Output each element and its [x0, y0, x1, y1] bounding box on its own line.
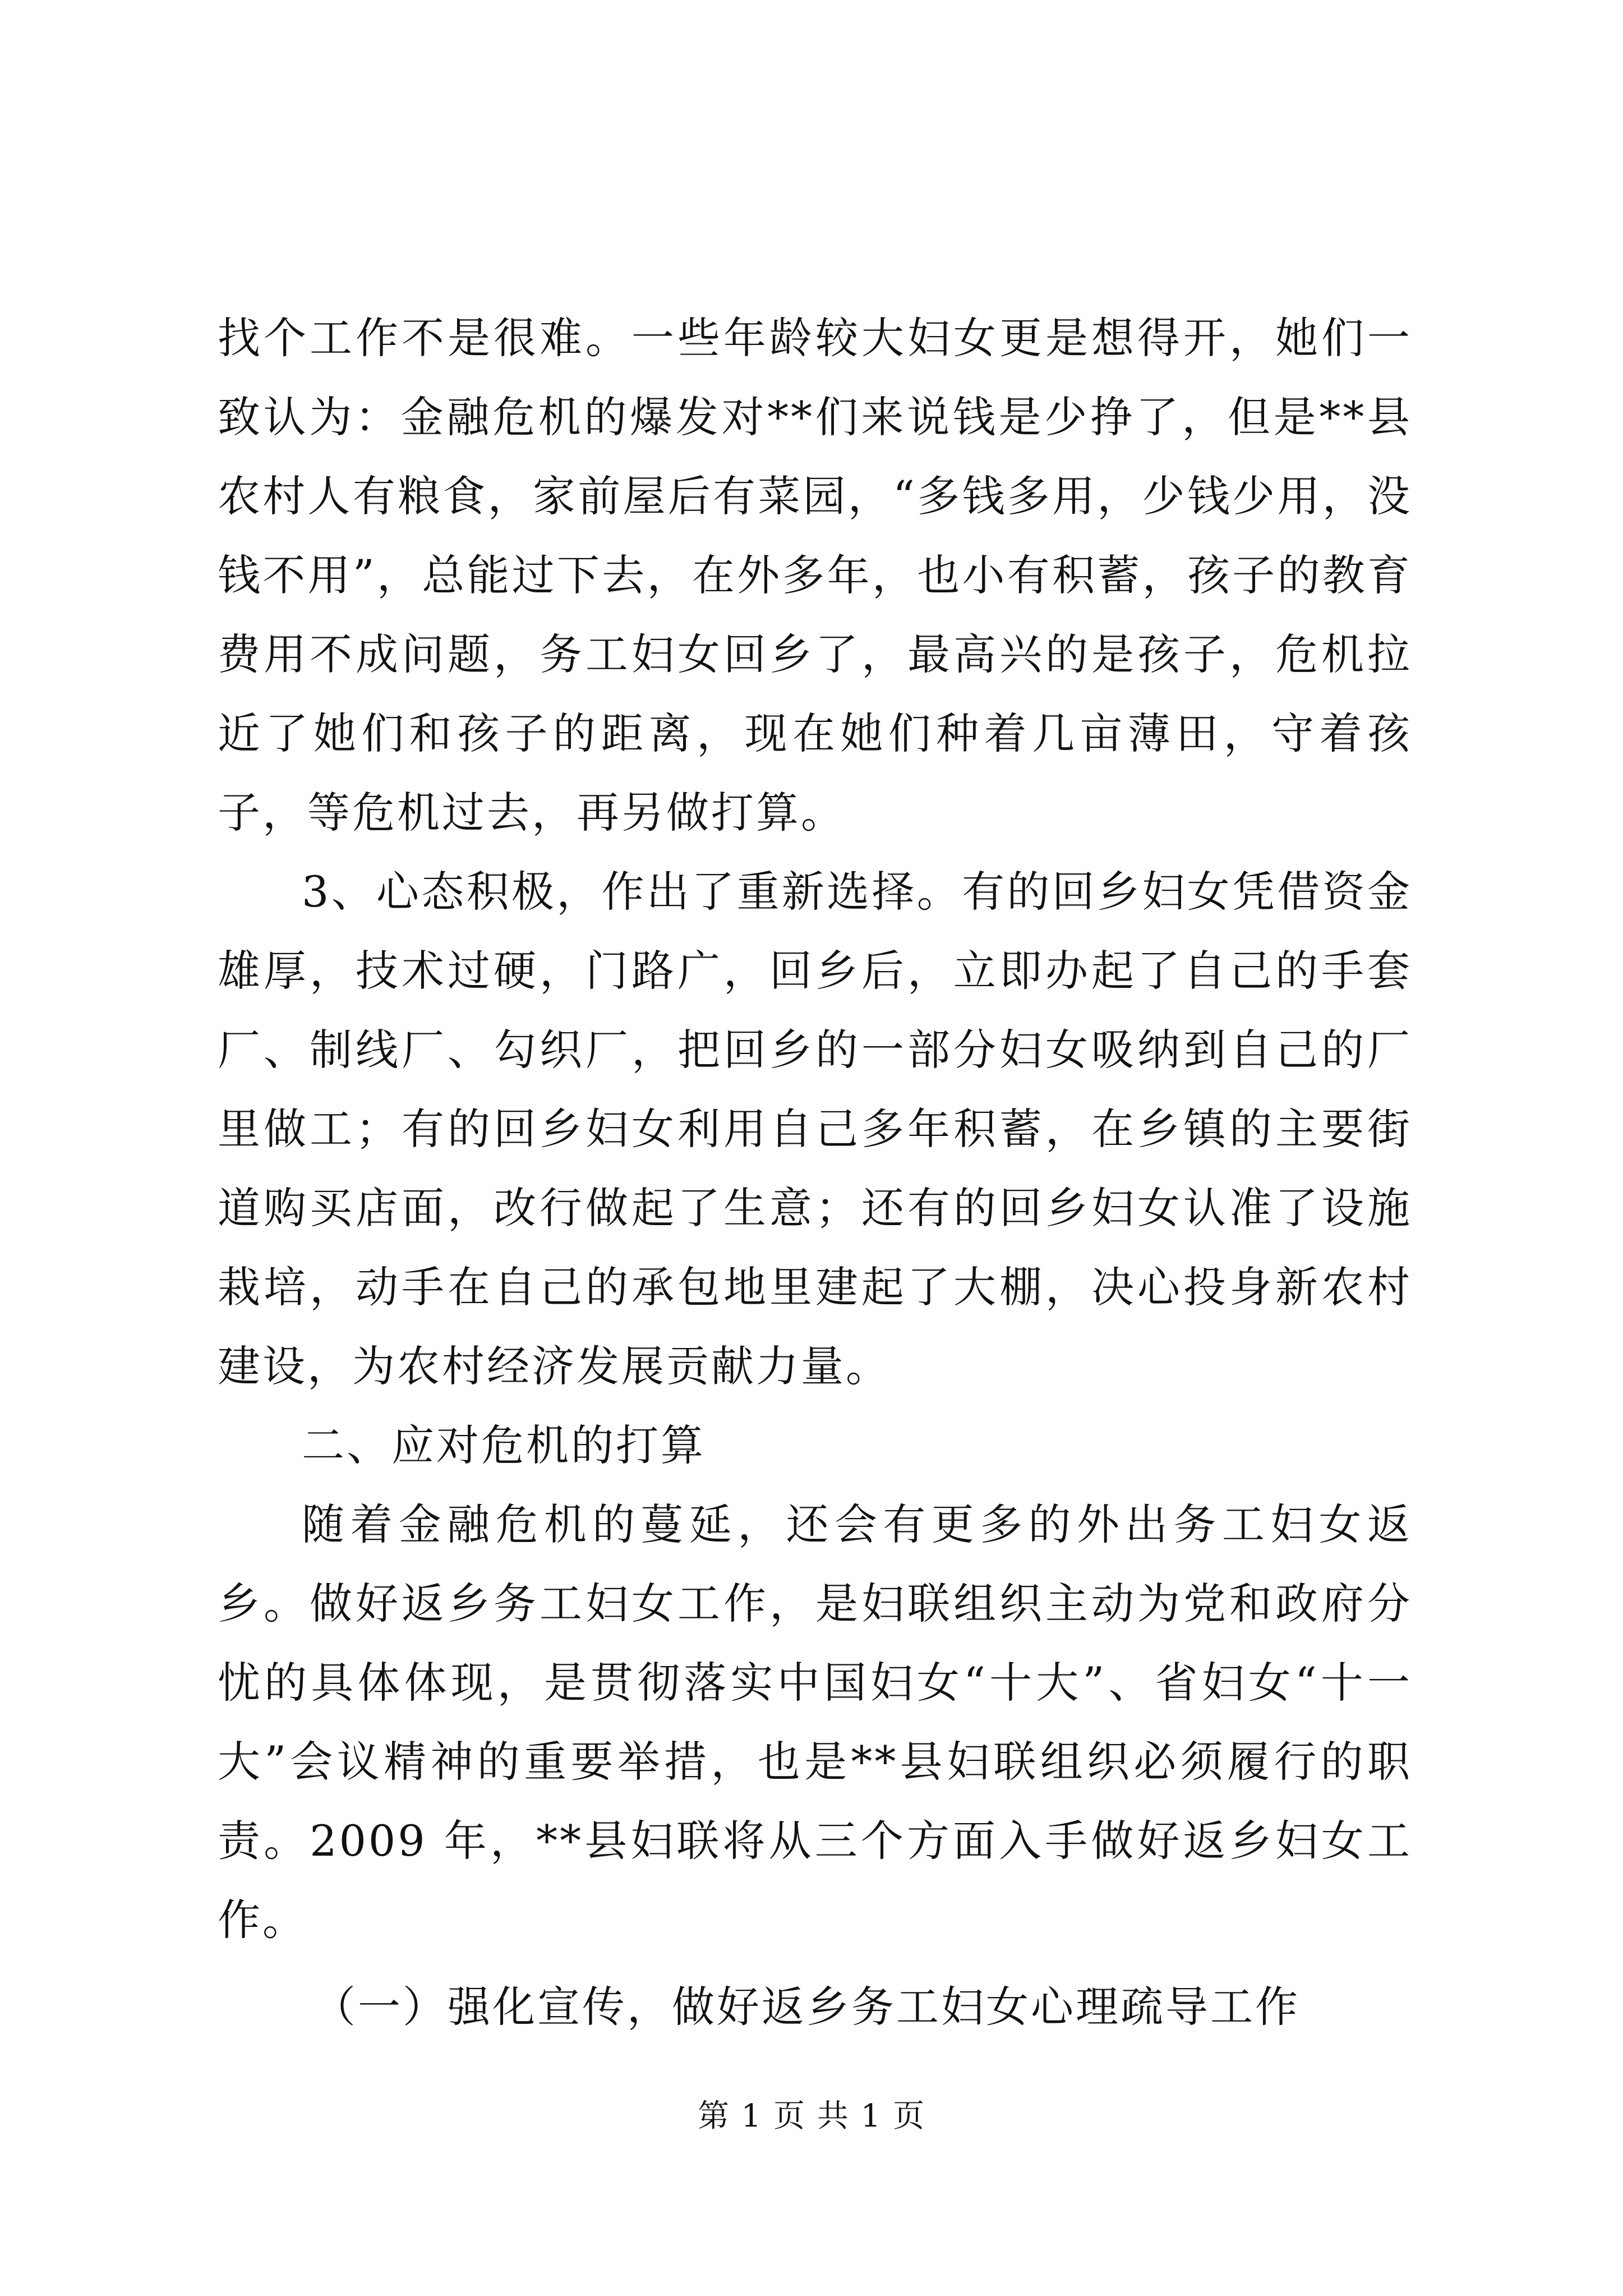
section-heading: 二、应对危机的打算: [302, 1420, 706, 1470]
paragraph-continuation: 找个工作不是很难。一些年龄较大妇女更是想得开，她们一致认为：金融危机的爆发对**们来说钱是少挣了，但是**县农村人有粮食，家前屋后有菜园，“多钱多用，少钱少用，没钱不用”，总能过下去，在外多年，也小有积蓄，孩子的教育费用不成问题，务工妇女回乡了，最高兴的是孩子，危机拉近了她们和孩子的距离，现在她们种着几亩薄田，守着孩子，等危机过去，再另做打算。: [218, 313, 1412, 838]
subsection-heading: （一）强化宣传，做好返乡务工妇女心理疏导工作: [313, 1982, 1300, 2032]
document-body: [218, 298, 1412, 2046]
paragraph-section-intro: 随着金融危机的蔓延，还会有更多的外出务工妇女返乡。做好返乡务工妇女工作，是妇联组织主动为党和政府分忧的具体体现，是贯彻落实中国妇女“十大”、省妇女“十一大”会议精神的重要举措，也是**县妇联组织必须履行的职责。2009 年，**县妇联将从三个方面入手做好返乡妇女工作。: [218, 1499, 1412, 1945]
page-footer: 第 1 页 共 1 页: [697, 2098, 926, 2134]
paragraph-item-3: 3、心态积极，作出了重新选择。有的回乡妇女凭借资金雄厚，技术过硬，门路广，回乡后，立即办起了自己的手套厂、制线厂、勾织厂，把回乡的一部分妇女吸纳到自己的厂里做工；有的回乡妇女利用自己多年积蓄，在乡镇的主要街道购买店面，改行做起了生意；还有的回乡妇女认准了设施栽培，动手在自己的承包地里建起了大棚，决心投身新农村建设，为农村经济发展贡献力量。: [218, 867, 1412, 1391]
